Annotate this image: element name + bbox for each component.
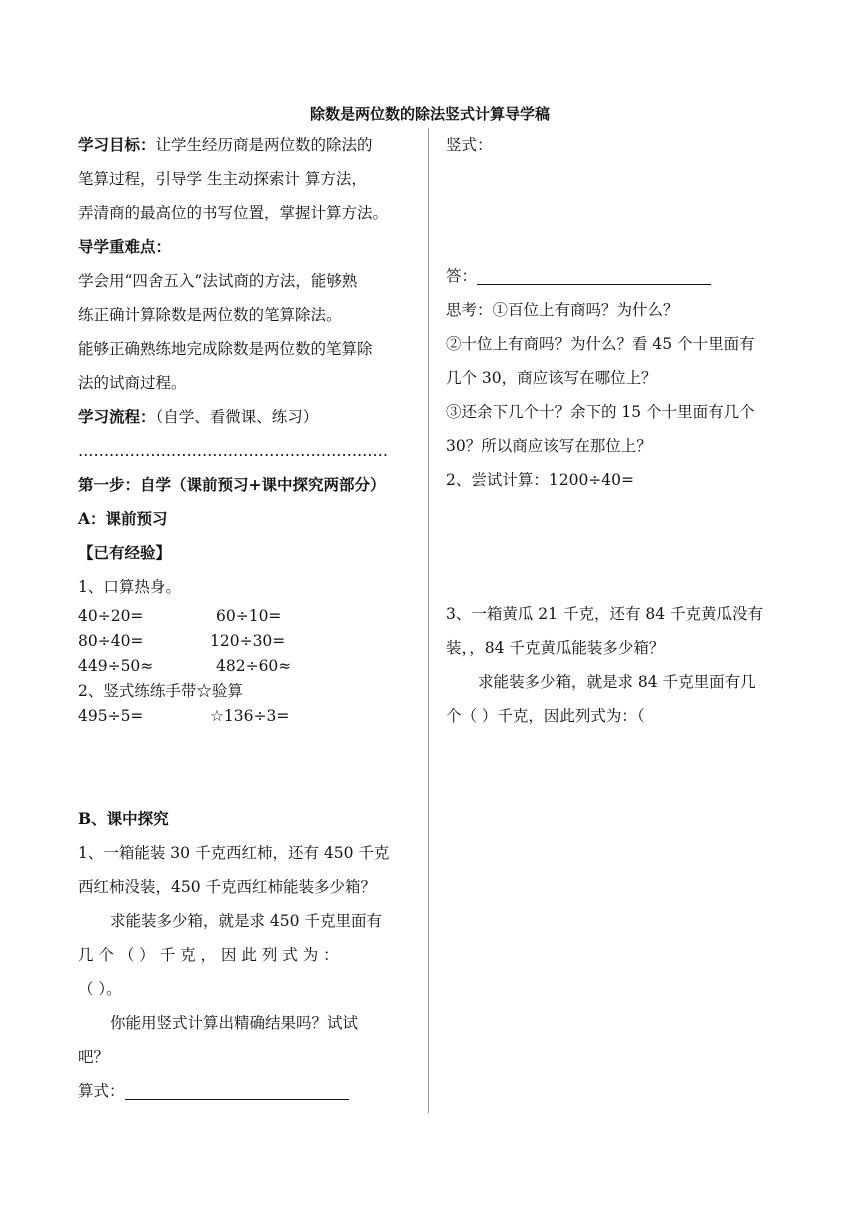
right-column bbox=[446, 132, 786, 733]
question-1-line-7: 吧？ bbox=[78, 1048, 110, 1066]
vertical-practice-row bbox=[78, 704, 418, 729]
practice-problem: 495÷5= bbox=[78, 707, 144, 725]
key-points-heading: 导学重难点： bbox=[78, 237, 172, 256]
oral-row-2 bbox=[78, 629, 418, 654]
learning-goal-line-2: 笔算过程，引导学 生主动探索计 算方法， bbox=[78, 170, 367, 188]
question-3-line-2: 装，，84 千克黄瓜能装多少箱？ bbox=[446, 639, 665, 657]
oral-problem: 449÷50≈ bbox=[78, 657, 154, 675]
learning-goal-text: 让学生经历商是两位数的除法的 bbox=[155, 136, 373, 154]
learning-flow-text: （自学、看微课、练习） bbox=[155, 408, 319, 426]
oral-problem: 60÷10= bbox=[216, 607, 282, 625]
warmup-heading: 1、口算热身。 bbox=[78, 578, 181, 596]
oral-row-1 bbox=[78, 604, 418, 629]
question-1-line-2: 西红柿没装，450 千克西红柿能装多少箱？ bbox=[78, 878, 377, 896]
vertical-label: 竖式： bbox=[446, 136, 493, 154]
think-line-5: 30？所以商应该写在那位上？ bbox=[446, 437, 652, 455]
oral-problem: 482÷60≈ bbox=[216, 657, 292, 675]
step-one-heading: 第一步：自学（课前预习+课中探究两部分） bbox=[78, 475, 386, 494]
learning-goal-label: 学习目标： bbox=[78, 135, 156, 154]
vertical-practice-heading: 2、竖式练练手带☆验算 bbox=[78, 682, 243, 700]
learning-flow bbox=[78, 400, 418, 434]
part-b-heading: B、课中探究 bbox=[78, 809, 169, 828]
think-line-1: 思考：①百位上有商吗？为什么？ bbox=[446, 301, 679, 319]
key-points-line-4: 法的试商过程。 bbox=[78, 374, 187, 392]
column-divider bbox=[428, 128, 429, 1113]
question-3-line-1: 3、一箱黄瓜 21 千克，还有 84 千克黄瓜没有 bbox=[446, 605, 764, 623]
formula-blank bbox=[125, 1081, 349, 1100]
formula-line bbox=[78, 1074, 418, 1108]
try-calculation: 2、尝试计算：1200÷40= bbox=[446, 471, 635, 489]
oral-problem: 40÷20= bbox=[78, 607, 144, 625]
experience-heading: 【已有经验】 bbox=[78, 543, 172, 562]
oral-problem: 80÷40= bbox=[78, 632, 144, 650]
answer-label: 答： bbox=[446, 267, 478, 285]
answer-line bbox=[446, 259, 786, 293]
key-points-line-1: 学会用“四舍五入”法试商的方法，能够熟 bbox=[78, 272, 358, 290]
question-1-line-3: 求能装多少箱，就是求 450 千克里面有 bbox=[110, 912, 382, 930]
learning-flow-label: 学习流程： bbox=[78, 407, 156, 426]
dotted-separator: …………………………………………………… bbox=[78, 442, 388, 460]
page-title: 除数是两位数的除法竖式计算导学稿 bbox=[309, 105, 550, 123]
question-3-line-4: 个（ ）千克，因此列式为：（ bbox=[446, 707, 645, 725]
practice-problem: ☆136÷3= bbox=[210, 707, 290, 725]
question-1-line-6: 你能用竖式计算出精确结果吗？试试 bbox=[110, 1014, 359, 1032]
question-1-line-4: 几 个 （ ） 千 克 ， 因 此 列 式 为 ： bbox=[78, 946, 339, 964]
answer-blank bbox=[477, 266, 711, 285]
oral-row-3 bbox=[78, 654, 418, 679]
formula-label: 算式： bbox=[78, 1082, 125, 1100]
question-1-line-1: 1、一箱能装 30 千克西红柿，还有 450 千克 bbox=[78, 844, 390, 862]
question-3-line-3: 求能装多少箱，就是求 84 千克里面有几 bbox=[478, 673, 756, 691]
key-points-line-3: 能够正确熟练地完成除数是两位数的笔算除 bbox=[78, 340, 373, 358]
think-line-3: 几个 30，商应该写在哪位上？ bbox=[446, 369, 657, 387]
question-1-line-5: （ ）。 bbox=[78, 980, 122, 998]
think-line-2: ②十位上有商吗？为什么？看 45 个十里面有 bbox=[446, 335, 755, 353]
key-points-line-2: 练正确计算除数是两位数的笔算除法。 bbox=[78, 306, 342, 324]
left-column bbox=[78, 132, 418, 1108]
part-a-heading: A：课前预习 bbox=[78, 509, 168, 528]
learning-goal-line-1 bbox=[78, 128, 418, 162]
learning-goal-line-3: 弄清商的最高位的书写位置，掌握计算方法。 bbox=[78, 204, 389, 222]
think-line-4: ③还余下几个十？余下的 15 个十里面有几个 bbox=[446, 403, 755, 421]
oral-problem: 120÷30= bbox=[210, 632, 286, 650]
